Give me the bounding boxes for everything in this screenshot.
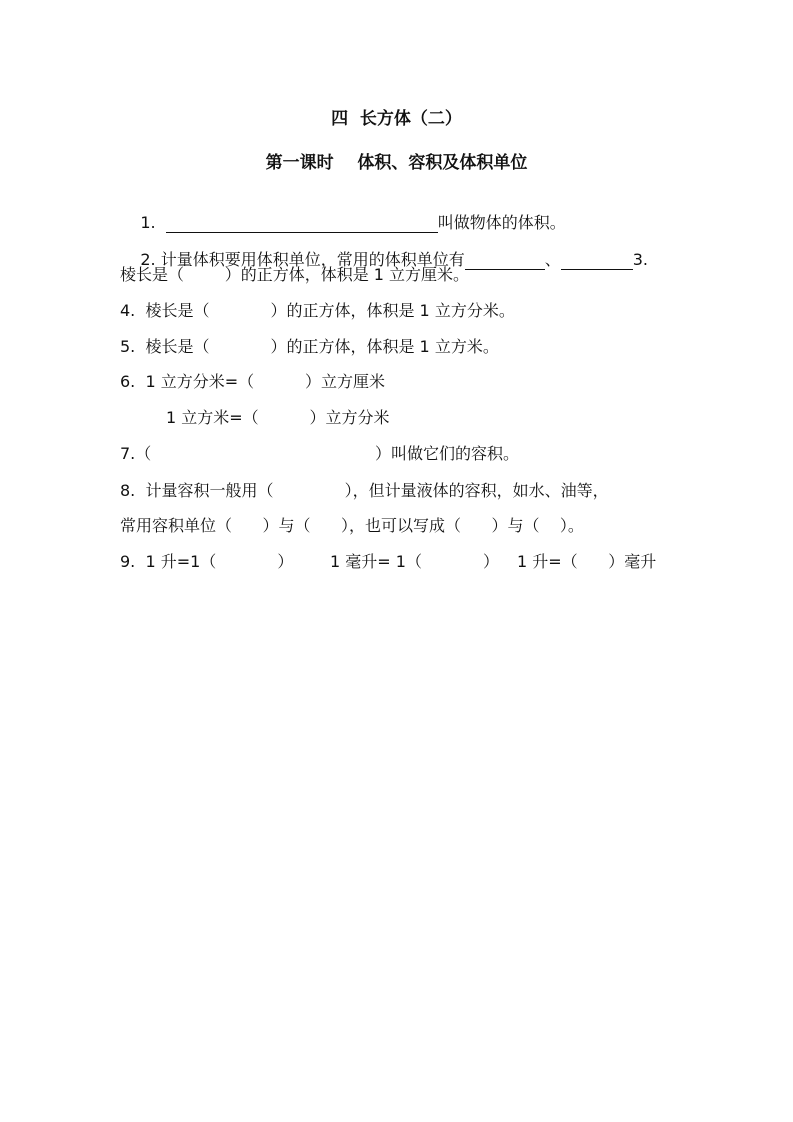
question-6-part-2: 1 立方米=（ ）立方分米 — [166, 408, 390, 427]
page-subtitle: 第一课时 体积、容积及体积单位 — [265, 153, 528, 173]
question-2-blank-1 — [465, 252, 545, 270]
question-5: 5. 棱长是（ ）的正方体，体积是 1 立方米。 — [120, 337, 499, 356]
question-3-number: 3. — [632, 250, 648, 269]
question-3: 棱长是（ ）的正方体，体积是 1 立方厘米。 — [120, 265, 470, 284]
question-6-part-1: 6. 1 立方分米=（ ）立方厘米 — [120, 372, 385, 391]
question-2-separator: 、 — [544, 250, 561, 269]
question-9-part-2: 1 毫升= 1（ ） — [330, 552, 499, 571]
page-title: 四 长方体（二） — [331, 109, 462, 129]
question-8-line-2: 常用容积单位（ ）与（ ），也可以写成（ ）与（ ）。 — [120, 516, 584, 535]
question-1-number: 1. — [140, 213, 166, 232]
question-7: 7.（ ）叫做它们的容积。 — [120, 444, 520, 463]
question-4: 4. 棱长是（ ）的正方体，体积是 1 立方分米。 — [120, 301, 515, 320]
question-9-part-3: 1 升=（ ）毫升 — [517, 552, 657, 571]
question-8-line-1: 8. 计量容积一般用（ ），但计量液体的容积，如水、油等， — [120, 481, 609, 500]
question-9-part-1: 9. 1 升=1（ ） — [120, 552, 294, 571]
question-2-blank-2 — [561, 252, 633, 270]
question-2-text: 2. 计量体积要用体积单位，常用的体积单位有 — [140, 250, 465, 269]
question-1-tail: 叫做物体的体积。 — [437, 213, 566, 232]
